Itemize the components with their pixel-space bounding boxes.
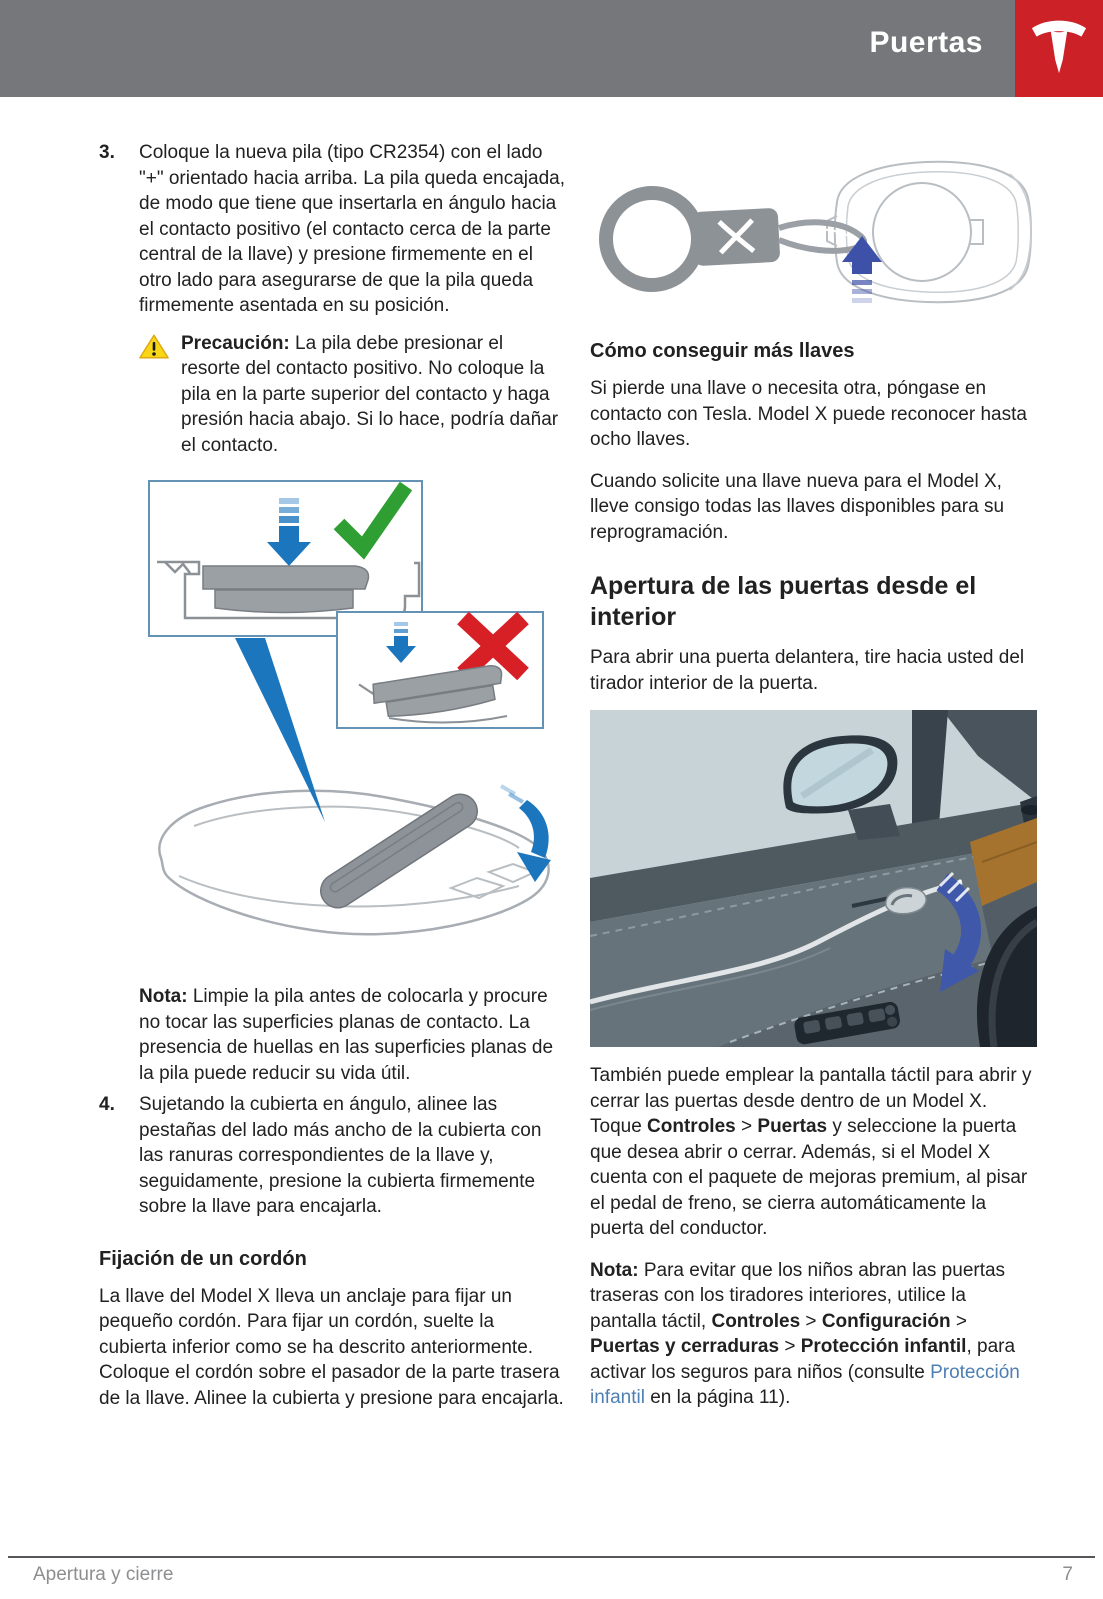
controls-menu-label: Controles: [647, 1116, 736, 1137]
note-text: Limpie la pila antes de colocarla y procure no tocar las superficies planas de contacto. La presencia de huellas en las superficies planas de la pila puede reducir su vida útil.: [139, 986, 554, 1084]
child-lock-note: [590, 1258, 1037, 1411]
lanyard-heading: Fijación de un cordón: [99, 1247, 307, 1270]
caution-text: La pila debe presionar el resorte del contacto positivo. No coloque la pila en la parte superior del contacto y haga presión hacia abajo. Si lo hace, podría dañar el contacto.: [181, 332, 559, 456]
step4-number: 4.: [99, 1094, 115, 1115]
child-note-text-1: Para evitar que los niños abran las puertas traseras con los tiradores interiores, utilice la pantalla táctil,: [590, 1259, 1006, 1332]
more-keys-heading: Cómo conseguir más llaves: [590, 340, 855, 362]
left-column: [99, 140, 565, 1411]
menu-separator: >: [800, 1310, 822, 1332]
doors-locks-menu-label: Puertas y cerraduras: [590, 1336, 780, 1357]
doors-menu-label: Puertas: [757, 1116, 828, 1137]
step3-item: [99, 140, 565, 319]
right-column: [590, 140, 1037, 1411]
menu-separator: >: [735, 1116, 758, 1137]
note-label: Nota:: [139, 986, 188, 1007]
step3-text: Coloque la nueva pila (tipo CR2354) con el lado "+" orientado hacia arriba. La pila queda encajada, de modo que tiene que insertarla en ángulo hacia el contacto positivo (el contacto cerca de la parte central de la llave) y presione firmemente en el otro lado para asegurarse de que la pila queda firmemente asentada en su posición.: [139, 142, 565, 316]
key-ring-illustration: [590, 144, 1037, 322]
tesla-logo-icon: [1031, 15, 1087, 82]
touchscreen-paragraph: [590, 1063, 1037, 1242]
child-protection-link[interactable]: Protección infantil: [590, 1361, 1020, 1408]
lanyard-paragraph: La llave del Model X lleva un anclaje para fijar un pequeño cordón. Para fijar un cordón, suelte la cubierta inferior como se ha descrito anteriormente. Coloque el cordón sobre el pasador de la parte trasera de la llave. Alinee la cubierta y presione para encajarla.: [99, 1285, 564, 1409]
battery-wrong-box: [337, 612, 543, 728]
touchscreen-text-2: y seleccione la puerta que desea abrir o cerrar. Además, si el Model X cuenta con el paquete de mejoras premium, al pisar el pedal de freno, se cierra automáticamente la puerta del conductor.: [590, 1116, 1028, 1239]
touchscreen-text-1: También puede emplear la pantalla táctil para abrir y cerrar las puertas desde dentro de un Model X. Toque: [590, 1065, 1032, 1137]
child-note-text-3: en la página 11).: [644, 1387, 791, 1408]
brand-block: [1015, 0, 1103, 97]
battery-install-illustration: [99, 466, 565, 966]
child-protection-menu-label: Protección infantil: [800, 1336, 967, 1357]
step4-item: [99, 1092, 565, 1220]
interior-opening-para: Para abrir una puerta delantera, tire hacia usted del tirador interior de la puerta.: [590, 647, 1025, 694]
footer-section-label: Apertura y cierre: [33, 1564, 174, 1585]
page-title: Puertas: [869, 26, 983, 59]
caution-label: Precaución:: [181, 332, 290, 354]
step3-number: 3.: [99, 142, 115, 163]
door-interior-illustration: [590, 710, 1037, 1047]
caution-paragraph: [181, 331, 565, 459]
more-keys-para2: Cuando solicite una llave nueva para el Model X, lleve consigo todas las llaves disponibles para su reprogramación.: [590, 470, 1005, 543]
caution-note: [139, 331, 565, 459]
note-label: Nota:: [590, 1259, 639, 1281]
warning-triangle-icon: [139, 331, 171, 459]
battery-note-paragraph: [139, 984, 565, 1086]
footer-page-number: 7: [1062, 1564, 1073, 1585]
menu-separator: >: [779, 1336, 801, 1357]
menu-separator: >: [950, 1310, 967, 1332]
step4-text: Sujetando la cubierta en ángulo, alinee las pestañas del lado más ancho de la cubierta con las ranuras correspondientes de la llave y, seguidamente, presione la cubierta firmemente sobre la llave para encajarla.: [139, 1094, 542, 1217]
settings-menu-label: Configuración: [821, 1310, 951, 1332]
controls-menu-label: Controles: [711, 1310, 801, 1332]
battery-note: [139, 984, 565, 1086]
header-bar: [0, 0, 1103, 97]
interior-opening-heading: Apertura de las puertas desde el interior: [590, 572, 977, 631]
more-keys-para1: Si pierde una llave o necesita otra, póngase en contacto con Tesla. Model X puede reconocer hasta ocho llaves.: [590, 378, 1027, 450]
child-note-text-2: , para activar los seguros para niños (consulte: [590, 1336, 1016, 1383]
footer-divider: [8, 1556, 1095, 1558]
